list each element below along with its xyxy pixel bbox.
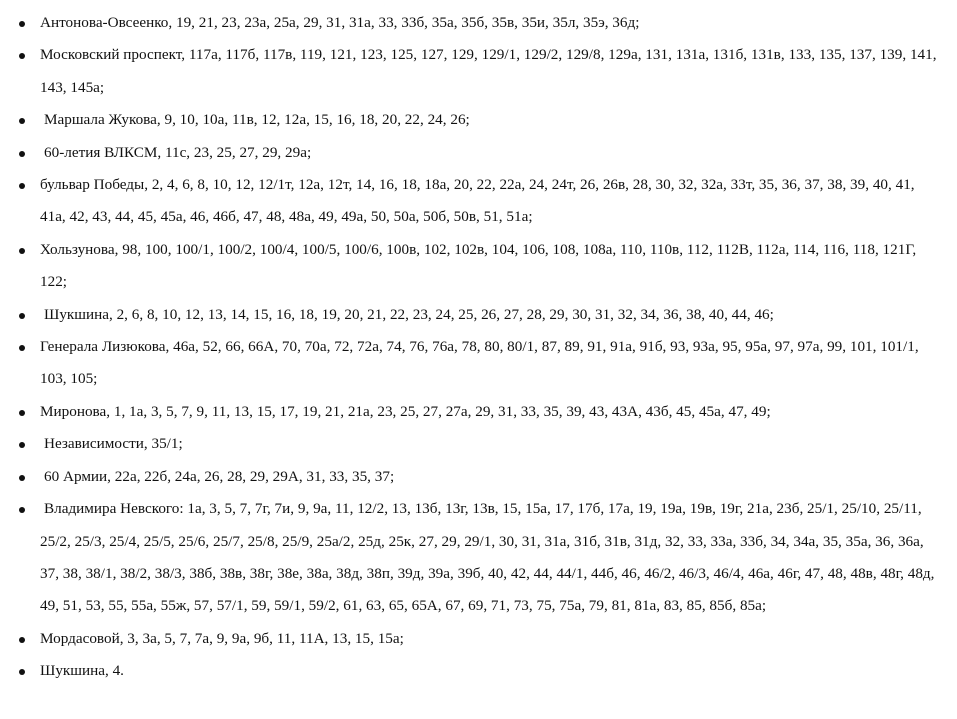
list-item [0,7,945,39]
list-item [0,169,945,234]
bullet-icon [19,118,25,124]
list-item [0,623,945,655]
bullet-icon [19,21,25,27]
list-item [0,428,945,460]
list-item-text: Маршала Жукова, 9, 10, 10а, 11в, 12, 12а, 15, 16, 18, 20, 22, 24, 26; [44,111,470,129]
list-item [0,234,945,299]
list-item [0,39,945,104]
list-item-text: Шукшина, 4. [40,662,124,680]
list-item [0,137,945,169]
list-item-text: Владимира Невского: 1а, 3, 5, 7, 7г, 7и, 9, 9а, 11, 12/2, 13, 13б, 13г, 13в, 15, 15а, 17, 17б, 17а, 19, 19а, 19в, 19г, 21а, 23б, 25/1, 25/10, 25/11, 25/2, 25/3, 25/4, 25/5, 25/6, 25/7, 25/8, 25/9, 25а/2, 25д, 25к, 27, 29, 29/1, 30, 31, 31а, 31б, 31в, 31д, 32, 33, 33а, 33б, 34, 34а, 35, 35а, 36, 36а, 37, 38, 38/1, 38/2, 38/3, 38б, 38в, 38г, 38е, 38а, 38д, 38п, 39д, 39а, 39б, 40, 42, 44, 44/1, 44б, 46, 46/2, 46/3, 46/4, 46а, 46г, 47, 48, 48в, 48г, 48д, 49, 51, 53, 55, 55а, 55ж, 57, 57/1, 59, 59/1, 59/2, 61, 63, 65, 65А, 67, 69, 71, 73, 75, 75а, 79, 81, 81а, 83, 85, 85б, 85а; [40,500,935,615]
bullet-icon [19,53,25,59]
bullet-icon [19,669,25,675]
bullet-icon [19,475,25,481]
list-item-text: 60 Армии, 22а, 22б, 24а, 26, 28, 29, 29А, 31, 33, 35, 37; [44,467,395,485]
bullet-icon [19,410,25,416]
bullet-icon [19,637,25,643]
list-item-text: Шукшина, 2, 6, 8, 10, 12, 13, 14, 15, 16, 18, 19, 20, 21, 22, 23, 24, 25, 26, 27, 28, 29, 30, 31, 32, 34, 36, 38, 40, 44, 46; [44,305,774,323]
list-item-text: Хользунова, 98, 100, 100/1, 100/2, 100/4, 100/5, 100/6, 100в, 102, 102в, 104, 106, 108, 108а, 110, 110в, 112, 112В, 112а, 114, 116, 118, 121Г, 122; [40,240,917,291]
list-item [0,493,945,623]
list-item-text: Мордасовой, 3, 3а, 5, 7, 7а, 9, 9а, 9б, 11, 11А, 13, 15, 15а; [40,629,404,647]
list-item [0,331,945,396]
list-item-text: Независимости, 35/1; [44,435,183,453]
list-item [0,461,945,493]
list-item-text: Антонова-Овсеенко, 19, 21, 23, 23а, 25а, 29, 31, 31а, 33, 33б, 35а, 35б, 35в, 35и, 35л, 35э, 36д; [40,14,640,31]
bullet-icon [19,313,25,319]
bullet-icon [19,151,25,157]
bullet-icon [19,507,25,513]
list-item-text: Генерала Лизюкова, 46а, 52, 66, 66А, 70, 70а, 72, 72а, 74, 76, 76а, 78, 80, 80/1, 87, 89, 91, 91а, 91б, 93, 93а, 95, 95а, 97, 97а, 99, 101, 101/1, 103, 105; [40,338,919,388]
list-item-text: 60-летия ВЛКСМ, 11с, 23, 25, 27, 29, 29а; [44,143,312,161]
list-item-text: Московский проспект, 117а, 117б, 117в, 119, 121, 123, 125, 127, 129, 129/1, 129/2, 129/8, 129а, 131, 131а, 131б, 131в, 133, 135, 137, 139, 141, 143, 145а; [40,46,937,96]
list-item [0,396,945,428]
list-item [0,299,945,331]
list-item-text: Миронова, 1, 1а, 3, 5, 7, 9, 11, 13, 15, 17, 19, 21, 21а, 23, 25, 27, 27а, 29, 31, 33, 35, 39, 43, 43А, 43б, 45, 45а, 47, 49; [40,402,771,420]
list-item [0,104,945,136]
bullet-icon [19,442,25,448]
list-item-text: бульвар Победы, 2, 4, 6, 8, 10, 12, 12/1т, 12а, 12т, 14, 16, 18, 18а, 20, 22, 22а, 24, 24т, 26, 26в, 28, 30, 32, 32а, 33т, 35, 36, 37, 38, 39, 40, 41, 41а, 42, 43, 44, 45, 45а, 46, 46б, 47, 48, 48а, 49, 49а, 50, 50а, 50б, 50в, 51, 51а; [40,176,915,226]
bullet-icon [19,183,25,189]
bullet-icon [19,248,25,254]
list-item [0,655,945,687]
bullet-icon [19,345,25,351]
